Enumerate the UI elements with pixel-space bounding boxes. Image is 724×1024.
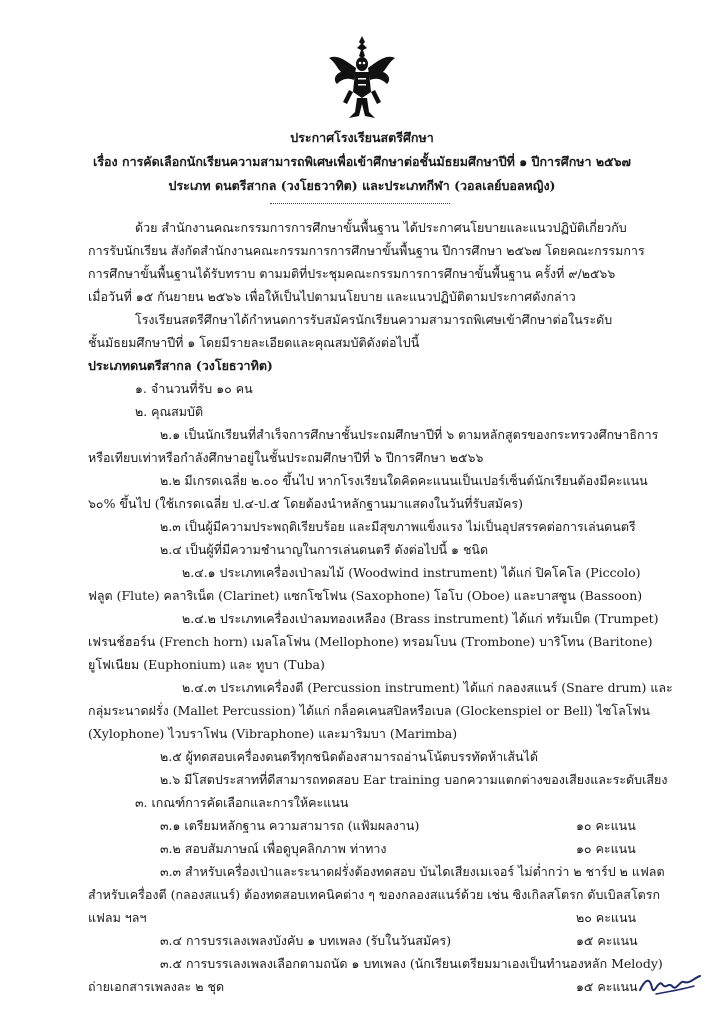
qualification-2-2-line-1: ๒.๒ มีเกรดเฉลี่ย ๒.๐๐ ขึ้นไป หากโรงเรียนใดคิดคะแนนเป็นเปอร์เซ็นต์นักเรียนต้องมีคะแนน <box>160 473 648 488</box>
criteria-3-4: ๓.๔ การบรรเลงเพลงบังคับ ๑ บทเพลง (รับในวันสมัคร) <box>160 933 452 948</box>
qualification-2-1-line-2: หรือเทียบเท่าหรือกำลังศึกษาอยู่ในชั้นประถมศึกษาปีที่ ๖ ปีการศึกษา ๒๕๖๖ <box>88 450 484 465</box>
signature-mark <box>636 970 704 1000</box>
criteria-3-3-points: ๒๐ คะแนน <box>576 910 637 925</box>
intro-line-1: ด้วย สำนักงานคณะกรรมการการศึกษาขั้นพื้นฐาน ได้ประกาศนโยบายและแนวปฏิบัติเกี่ยวกับ <box>135 220 627 235</box>
brass-line-1: ๒.๔.๒ ประเภทเครื่องเป่าลมทองเหลือง (Brass instrument) ได้แก่ ทรัมเป็ต (Trumpet) <box>182 611 659 626</box>
criteria-3-3-line-1: ๓.๓ สำหรับเครื่องเป่าและระนาดฝรั่งต้องทดสอบ บันไดเสียงเมเจอร์ ไม่ต่ำกว่า ๒ ชาร์ป ๒ แฟลต <box>160 864 665 879</box>
qualification-2-5: ๒.๕ ผู้ทดสอบเครื่องดนตรีทุกชนิดต้องสามารถอ่านโน้ตบรรทัดห้าเส้นได้ <box>160 749 539 764</box>
announce-line-1: โรงเรียนสตรีศึกษาได้กำหนดการรับสมัครนักเรียนความสามารถพิเศษเข้าศึกษาต่อในระดับ <box>135 312 613 327</box>
criteria-3-3-line-3: แฟลม ฯลฯ <box>88 910 147 925</box>
intro-line-4: เมื่อวันที่ ๑๕ กันยายน ๒๕๖๖ เพื่อให้เป็นไปตามนโยบาย และแนวปฏิบัติตามประกาศดังกล่าว <box>88 289 576 304</box>
criteria-3-1: ๓.๑ เตรียมหลักฐาน ความสามารถ (แฟ้มผลงาน) <box>160 818 420 833</box>
intro-line-2: การรับนักเรียน สังกัดสำนักงานคณะกรรมการการศึกษาขั้นพื้นฐาน ปีการศึกษา ๒๕๖๗ โดยคณะกรรมการ <box>88 243 645 258</box>
item-quota: ๑. จำนวนที่รับ ๑๐ คน <box>135 381 253 396</box>
qualification-2-6: ๒.๖ มีโสตประสาทที่ดีสามารถทดสอบ Ear training บอกความแตกต่างของเสียงและระดับเสียง <box>160 772 668 787</box>
announcement-title: ประกาศโรงเรียนสตรีศึกษา <box>290 130 434 145</box>
intro-line-3: การศึกษาขั้นพื้นฐานได้รับทราบ ตามมติที่ประชุมคณะกรรมการการศึกษาขั้นพื้นฐาน ครั้งที่ ๙/๒๕๖๖ <box>88 266 616 281</box>
percussion-line-2: กลุ่มระนาดฝรั่ง (Mallet Percussion) ได้แก่ กล็อคเคนสปิลหรือเบล (Glockenspiel or Bell) ไซโลโฟน <box>88 703 650 718</box>
woodwind-line-2: ฟลูต (Flute) คลาริเน็ต (Clarinet) แซกโซโฟน (Saxophone) โอโบ (Oboe) และบาสซูน (Bassoon) <box>88 588 643 603</box>
criteria-3-5-line-2: ถ่ายเอกสารเพลงละ ๒ ชุด <box>88 979 225 994</box>
criteria-3-4-points: ๑๕ คะแนน <box>576 933 638 948</box>
announce-line-2: ชั้นมัธยมศึกษาปีที่ ๑ โดยมีรายละเอียดและคุณสมบัติดังต่อไปนี้ <box>88 335 420 350</box>
item-criteria: ๓. เกณฑ์การคัดเลือกและการให้คะแนน <box>135 795 349 810</box>
qualification-2-4: ๒.๔ เป็นผู้ที่มีความชำนาญในการเล่นดนตรี ดังต่อไปนี้ ๑ ชนิด <box>160 542 489 557</box>
criteria-3-2: ๓.๒ สอบสัมภาษณ์ เพื่อดูบุคลิกภาพ ท่าทาง <box>160 841 387 856</box>
criteria-3-5-line-1: ๓.๕ การบรรเลงเพลงเลือกตามถนัด ๑ บทเพลง (นักเรียนเตรียมมาเองเป็นทำนองหลัก Melody) <box>160 956 663 971</box>
brass-line-2: เฟรนช์ฮอร์น (French horn) เมลโลโฟน (Mellophone) ทรอมโบน (Trombone) บาริโทน (Baritone) <box>88 634 653 649</box>
criteria-3-2-points: ๑๐ คะแนน <box>576 841 636 856</box>
criteria-3-5-points: ๑๕ คะแนน <box>576 979 638 994</box>
qualification-2-1-line-1: ๒.๑ เป็นนักเรียนที่สำเร็จการศึกษาชั้นประถมศึกษาปีที่ ๖ ตามหลักสูตรของกระทรวงศึกษาธิการ <box>160 427 659 442</box>
percussion-line-3: (Xylophone) ไวบราโฟน (Vibraphone) และมาริมบา (Marimba) <box>88 726 458 741</box>
qualification-2-3: ๒.๓ เป็นผู้มีความประพฤติเรียบร้อย และมีสุขภาพแข็งแรง ไม่เป็นอุปสรรคต่อการเล่นดนตรี <box>160 519 636 534</box>
item-qualifications: ๒. คุณสมบัติ <box>135 404 204 419</box>
garuda-emblem-icon <box>327 34 397 120</box>
qualification-2-2-line-2: ๖๐% ขึ้นไป (ใช้เกรดเฉลี่ย ป.๔-ป.๕ โดยต้องนำหลักฐานมาแสดงในวันที่รับสมัคร) <box>88 496 523 511</box>
woodwind-line-1: ๒.๔.๑ ประเภทเครื่องเป่าลมไม้ (Woodwind instrument) ได้แก่ ปิคโคโล (Piccolo) <box>182 565 641 580</box>
header-divider <box>270 203 450 204</box>
criteria-3-3-line-2: สำหรับเครื่องตี (กลองสแนร์) ต้องทดสอบเทคนิคต่าง ๆ ของกลองสแนร์ด้วย เช่น ซิงเกิลสโตรก ดับเบิลสโตรก <box>88 887 661 902</box>
subject-line-1: เรื่อง การคัดเลือกนักเรียนความสามารถพิเศษเพื่อเข้าศึกษาต่อชั้นมัธยมศึกษาปีที่ ๑ ปีการศึกษา ๒๕๖๗ <box>93 154 631 169</box>
percussion-line-1: ๒.๔.๓ ประเภทเครื่องตี (Percussion instrument) ได้แก่ กลองสแนร์ (Snare drum) และ <box>182 680 673 695</box>
criteria-3-1-points: ๑๐ คะแนน <box>576 818 636 833</box>
section-heading: ประเภทดนตรีสากล (วงโยธวาทิต) <box>88 358 273 373</box>
subject-line-2: ประเภท ดนตรีสากล (วงโยธวาทิต) และประเภทกีฬา (วอลเลย์บอลหญิง) <box>168 178 556 193</box>
brass-line-3: ยูโฟเนียม (Euphonium) และ ทูบา (Tuba) <box>88 657 325 672</box>
